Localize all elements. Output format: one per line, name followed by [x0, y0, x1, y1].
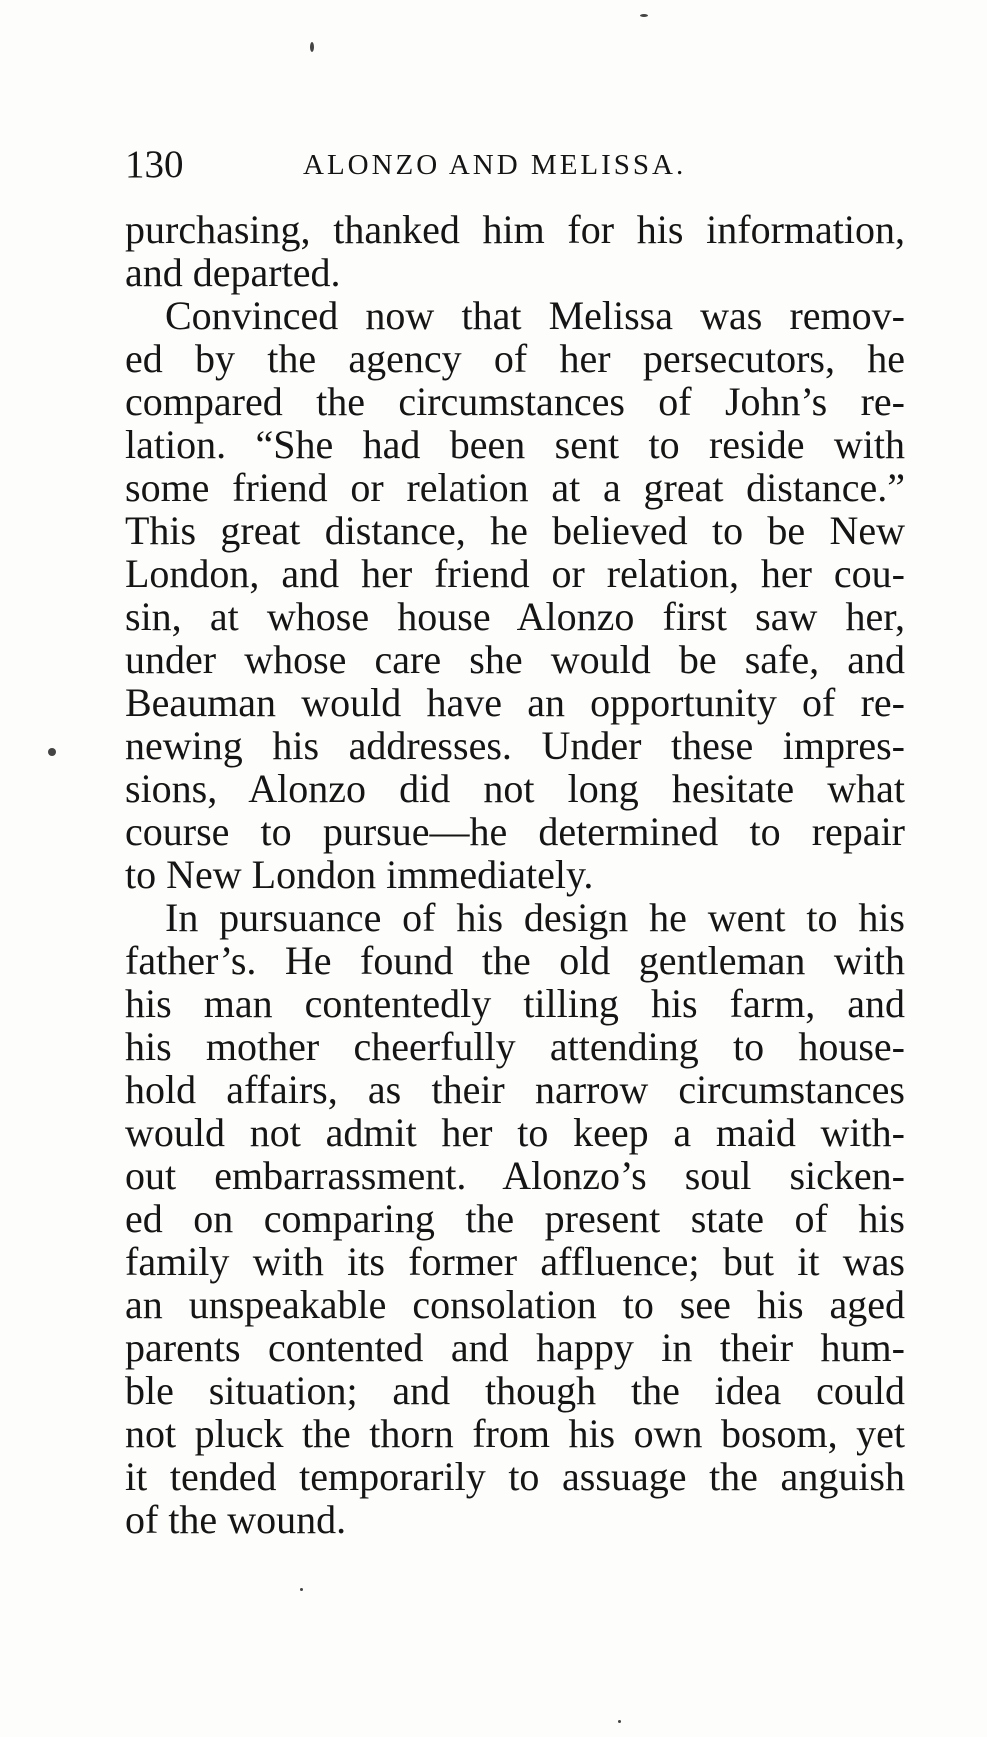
text-line: Beauman would have an opportunity of re- [125, 680, 905, 725]
ink-speck [640, 14, 648, 17]
paragraph-start-line: Convinced now that Melissa was remov- [165, 293, 905, 338]
text-line: ed on comparing the present state of his [125, 1196, 905, 1241]
text-line: compared the circumstances of John’s re- [125, 379, 905, 424]
text-line: family with its former affluence; but it was [125, 1239, 905, 1284]
text-line: sions, Alonzo did not long hesitate what [125, 766, 905, 811]
text-line: and departed. [125, 250, 341, 295]
text-line: course to pursue—he determined to repair [125, 809, 905, 854]
text-line: not pluck the thorn from his own bosom, yet [125, 1411, 905, 1456]
text-line: his man contentedly tilling his farm, and [125, 981, 905, 1026]
text-line: parents contented and happy in their hum- [125, 1325, 905, 1370]
text-line: purchasing, thanked him for his information, [125, 207, 905, 252]
text-line: under whose care she would be safe, and [125, 637, 905, 682]
running-title: ALONZO AND MELISSA. [303, 149, 687, 181]
text-line: father’s. He found the old gentleman with [125, 938, 905, 983]
text-line: would not admit her to keep a maid with- [125, 1110, 905, 1155]
text-line: of the wound. [125, 1497, 347, 1542]
text-line: lation. “She had been sent to reside with [125, 422, 905, 467]
body-text [125, 208, 905, 1541]
text-line: his mother cheerfully attending to house- [125, 1024, 905, 1069]
text-line: newing his addresses. Under these impres- [125, 723, 905, 768]
ink-speck [310, 42, 314, 52]
text-line: to New London immediately. [125, 852, 594, 897]
text-line: This great distance, he believed to be New [125, 508, 905, 553]
ink-speck [300, 1588, 303, 1591]
paragraph-start-line: In pursuance of his design he went to his [165, 895, 905, 940]
text-line: some friend or relation at a great distance.” [125, 465, 905, 510]
text-line: it tended temporarily to assuage the anguish [125, 1454, 905, 1499]
text-line: an unspeakable consolation to see his aged [125, 1282, 905, 1327]
ink-speck [618, 1720, 621, 1723]
page-number: 130 [125, 143, 184, 186]
text-line: sin, at whose house Alonzo first saw her, [125, 594, 905, 639]
text-line: out embarrassment. Alonzo’s soul sicken- [125, 1153, 905, 1198]
text-line: ble situation; and though the idea could [125, 1368, 905, 1413]
text-line: ed by the agency of her persecutors, he [125, 336, 905, 381]
page-header [125, 140, 905, 190]
text-line: hold affairs, as their narrow circumstances [125, 1067, 905, 1112]
ink-speck [48, 748, 56, 756]
text-line: London, and her friend or relation, her cou- [125, 551, 905, 596]
